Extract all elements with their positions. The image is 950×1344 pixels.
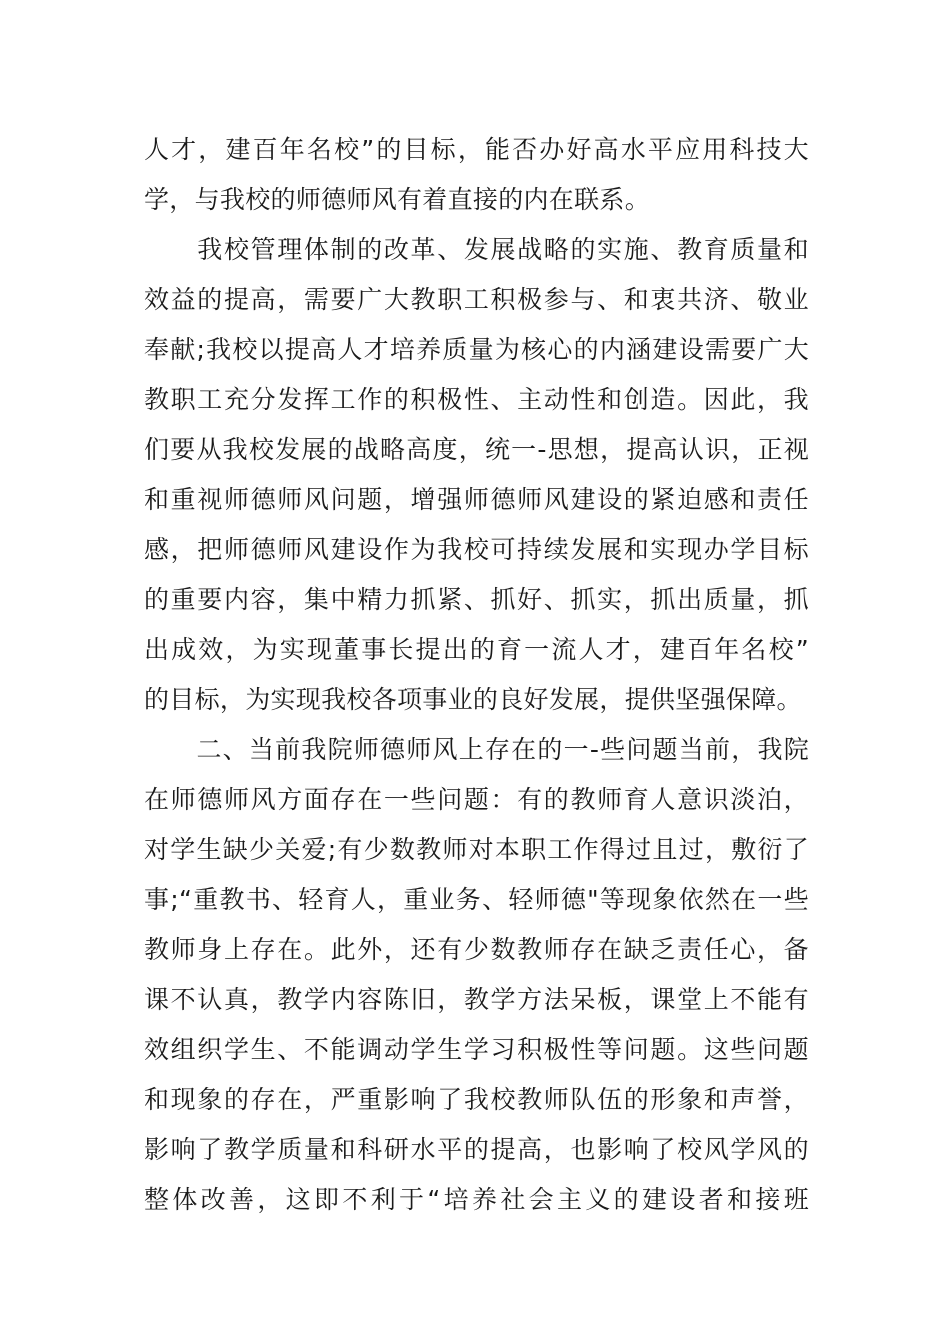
text-line: 和现象的存在，严重影响了我校教师队伍的形象和声誉， [144, 1085, 809, 1114]
text-line: 课不认真，教学内容陈旧，教学方法呆板，课堂上不能有 [144, 985, 809, 1014]
text-line: 奉献;我校以提高人才培养质量为核心的内涵建设需要广大 [144, 335, 809, 364]
text-line: 整体改善，这即不利于“培养社会主义的建设者和接班 [144, 1185, 809, 1214]
text-line: 我校管理体制的改革、发展战略的实施、教育质量和 [144, 235, 809, 264]
text-line: 效组织学生、不能调动学生学习积极性等问题。这些问题 [144, 1035, 809, 1064]
text-line: 出成效，为实现董事长提出的育一流人才，建百年名校” [144, 635, 809, 664]
text-line: 教师身上存在。此外，还有少数教师存在缺乏责任心，备 [144, 935, 809, 964]
text-line: 二、当前我院师德师风上存在的一-些问题当前，我院 [144, 735, 809, 764]
text-line: 学，与我校的师德师风有着直接的内在联系。 [144, 185, 651, 214]
text-line: 效益的提高，需要广大教职工积极参与、和衷共济、敬业 [144, 285, 809, 314]
document-body [144, 125, 809, 1225]
text-line: 和重视师德师风问题，增强师德师风建设的紧迫感和责任 [144, 485, 809, 514]
text-line: 影响了教学质量和科研水平的提高，也影响了校风学风的 [144, 1135, 809, 1164]
text-line: 的目标，为实现我校各项事业的良好发展，提供坚强保障。 [144, 685, 802, 714]
text-line: 在师德师风方面存在一些问题：有的教师育人意识淡泊， [144, 785, 809, 814]
text-line: 们要从我校发展的战略高度，统一-思想，提高认识，正视 [144, 435, 809, 464]
text-line: 教职工充分发挥工作的积极性、主动性和创造。因此，我 [144, 385, 809, 414]
text-line: 对学生缺少关爱;有少数教师对本职工作得过且过，敷衍了 [144, 835, 809, 864]
text-line: 事;“重教书、轻育人，重业务、轻师德"等现象依然在一些 [144, 885, 809, 914]
text-line: 的重要内容，集中精力抓紧、抓好、抓实，抓出质量，抓 [144, 585, 809, 614]
text-line: 人才，建百年名校”的目标，能否办好高水平应用科技大 [144, 135, 809, 164]
text-line: 感，把师德师风建设作为我校可持续发展和实现办学目标 [144, 535, 809, 564]
